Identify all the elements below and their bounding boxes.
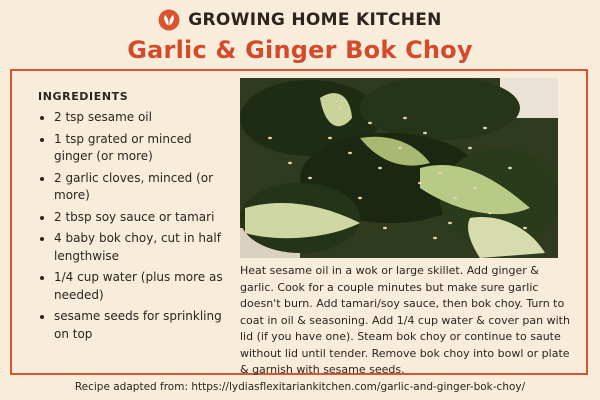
leaf-logo-icon bbox=[158, 9, 180, 31]
instructions-text: Heat sesame oil in a wok or large skillet. Add ginger & garlic. Cook for a couple minutes but make sure garlic doesn't burn. Add tamari/soy sauce, then bok choy. Turn to coat in oil & seasoning. Add 1/4 cup water & cover pan with lid (if you have one). Steam bok choy or continue to saute without lid until tender. Remove bok choy into bowl or plate & garnish with sesame seeds. bbox=[240, 264, 570, 376]
ingredient-item: • 2 tsp sesame oil bbox=[54, 109, 228, 127]
ingredients-heading: INGREDIENTS bbox=[38, 90, 129, 103]
ingredient-item: • 4 baby bok choy, cut in half lengthwise bbox=[54, 230, 228, 265]
ingredient-item: • 2 tbsp soy sauce or tamari bbox=[54, 209, 228, 227]
ingredients-list bbox=[38, 109, 228, 343]
ingredient-item: • 1 tsp grated or minced ginger (or more) bbox=[54, 131, 228, 166]
recipe-title: Garlic & Ginger Bok Choy bbox=[127, 36, 473, 64]
ingredient-item: • sesame seeds for sprinkling on top bbox=[54, 308, 228, 343]
header bbox=[0, 6, 600, 64]
ingredients-section bbox=[38, 90, 228, 347]
recipe-credit: Recipe adapted from: https://lydiasflexitariankitchen.com/garlic-and-ginger-bok-choy/ bbox=[74, 381, 526, 393]
ingredient-item: • 1/4 cup water (plus more as needed) bbox=[54, 269, 228, 304]
bok-choy-photo bbox=[240, 78, 558, 258]
brand-name: GROWING HOME KITCHEN bbox=[188, 10, 442, 30]
recipe-card bbox=[10, 69, 588, 375]
brand-row bbox=[0, 6, 600, 34]
ingredient-item: • 2 garlic cloves, minced (or more) bbox=[54, 170, 228, 205]
